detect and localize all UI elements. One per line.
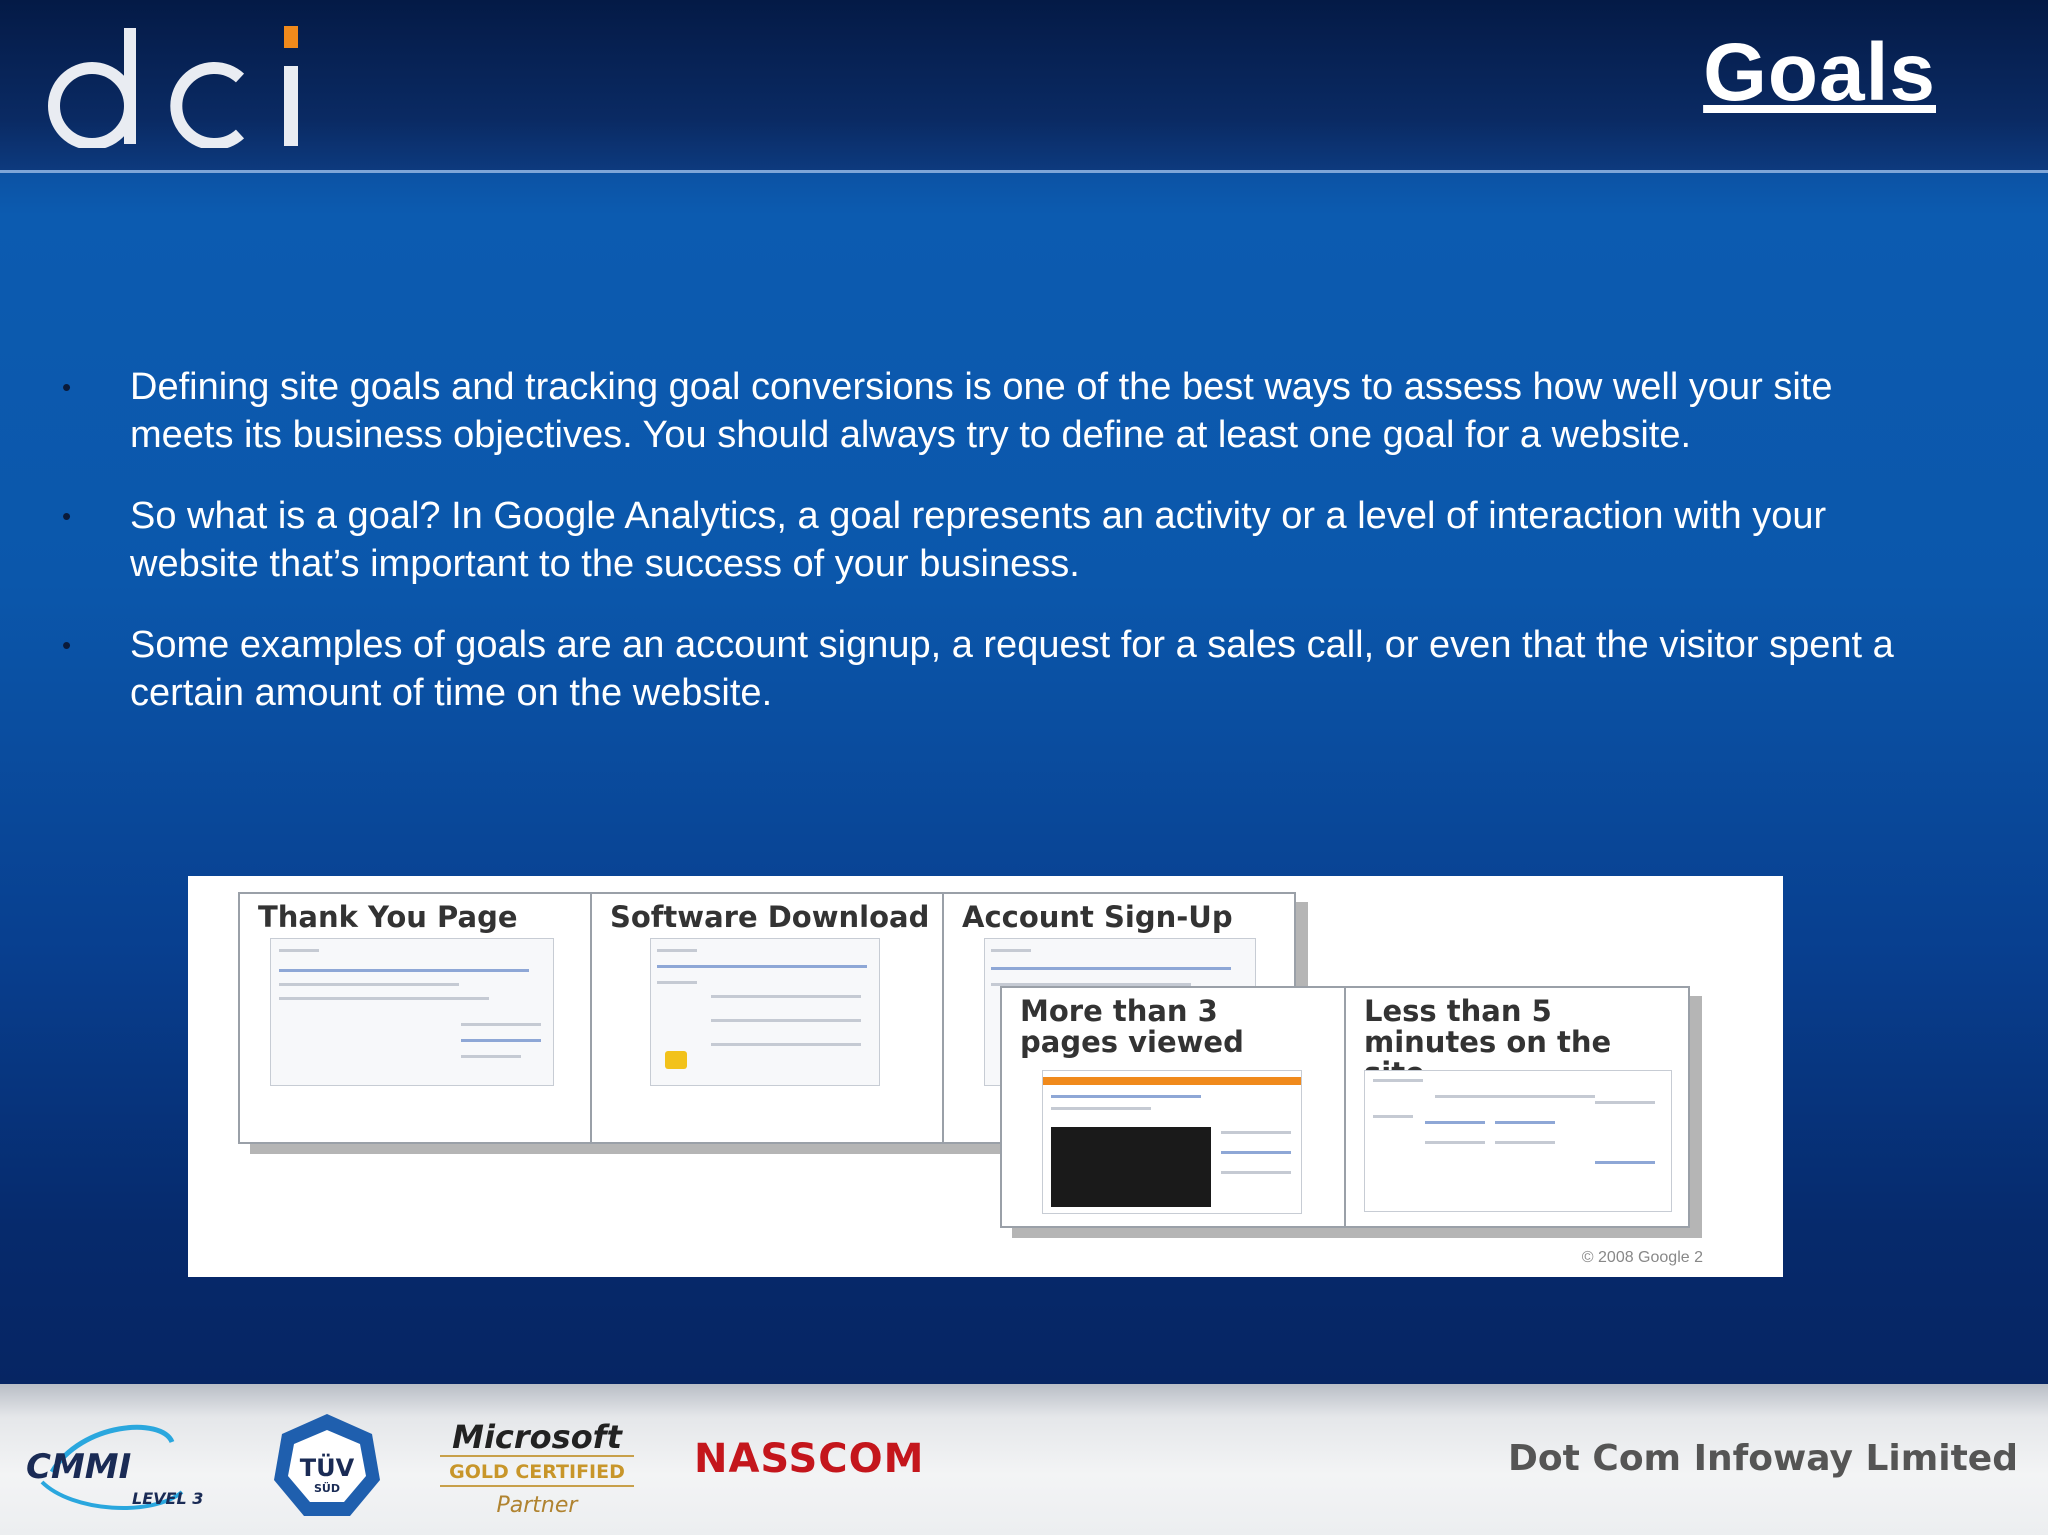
goal-examples-figure [188,876,1783,1277]
slide-header [0,0,2048,173]
cmmi-level-text: LEVEL 3 [132,1489,204,1508]
page-thumbnail [1042,1070,1302,1214]
page-thumbnail [1364,1070,1672,1212]
bullet-list [58,363,1918,750]
page-thumbnail [270,938,554,1086]
bullet-marker: • [62,372,72,402]
goal-card-pages-viewed [1000,986,1346,1228]
tuv-sub-text: SÜD [314,1482,340,1495]
bullet-text: So what is a goal? In Google Analytics, a goal represents an activity or a level of interaction with your website that’s important to the success of your business. [130,495,1827,585]
page-thumbnail [650,938,880,1086]
bullet-marker: • [62,501,72,531]
ms-partner-text: Partner [496,1493,578,1518]
figure-copyright: © 2008 Google 2 [1581,1249,1703,1266]
bullet-marker: • [62,630,72,660]
cmmi-level3-logo [22,1412,222,1522]
cmmi-text: CMMI [26,1447,132,1487]
goal-card-label: Thank You Page [258,900,518,934]
bullet-text: Some examples of goals are an account signup, a request for a sales call, or even that the visitor spent a certain amount of time on the website. [130,624,1894,714]
microsoft-gold-certified-partner-logo [432,1412,642,1522]
goal-card-label: Less than 5 minutes on the [1364,994,1612,1059]
ms-brand-text: Microsoft [452,1418,622,1456]
slide-title: Goals [1703,27,1936,118]
goal-card-thank-you [238,892,592,1144]
bullet-item [58,492,1918,588]
tuv-sud-logo [272,1412,382,1522]
bullet-item [58,363,1918,459]
tuv-text: TÜV [299,1454,355,1482]
goal-card-label: Account Sign-Up [962,900,1233,934]
dci-logo [44,18,304,148]
ms-cert-text: GOLD CERTIFIED [449,1461,625,1483]
goal-card-software-download [590,892,944,1144]
goal-card-label: Software Download [610,900,930,934]
company-name: Dot Com Infoway Limited [1508,1438,2018,1479]
bullet-text: Defining site goals and tracking goal conversions is one of the best ways to assess how well your site meets its business objectives. You should always try to define at least one goal for a website. [130,366,1833,456]
bullet-item [58,621,1918,717]
slide-footer [0,1384,2048,1535]
nasscom-logo: NASSCOM [694,1436,925,1482]
goal-card-time-on-site [1344,986,1690,1228]
goal-card-label: More than 3 pages viewed [1020,994,1244,1059]
